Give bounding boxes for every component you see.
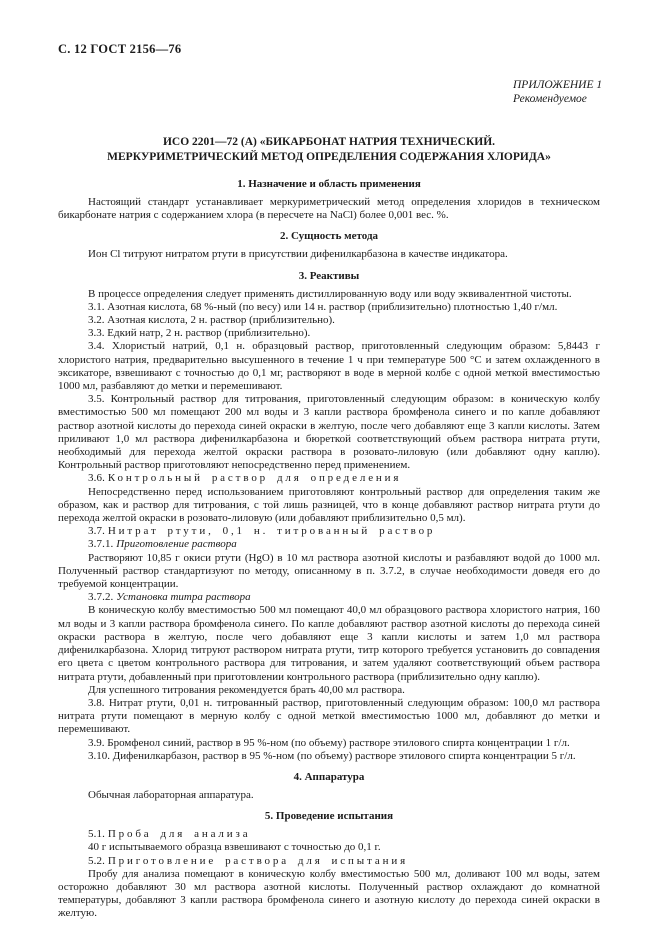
paragraph: 3.1. Азотная кислота, 68 %-ный (по весу) или 14 н. раствор (приблизительно) плотностью 1,40 г/мл. (88, 300, 558, 313)
document-title (58, 135, 600, 165)
paragraph: Для успешного титрования рекомендуется брать 40,00 мл раствора. (88, 683, 405, 696)
paragraph: Настоящий стандарт устанавливает меркуриметрический метод определения хлоридов в техническом бикарбонате натрия с содержанием хлора (в пересчете на NaCl) более 0,001 вес. %. (58, 196, 600, 222)
paragraph: Обычная лабораторная аппаратура. (88, 788, 254, 801)
clause-number: 3.7. (88, 525, 108, 538)
section-heading: 5. Проведение испытания (264, 810, 394, 823)
clause-heading-spaced (58, 828, 600, 841)
clause-title: Контрольный раствор для определения (107, 472, 402, 485)
clause-heading-spaced (58, 525, 600, 538)
paragraph: 3.4. Хлористый натрий, 0,1 н. образцовый раствор, приготовленный следующим образом: 5,8443 г хлористого натрия, предварительно высушенного в течение 1 ч при температуре 500 °С и затем охлажденного в эксикаторе, взвешивают с точностью до 0,1 мг, растворяют в воде в мерной колбе с одной меткой вместимостью 1000 мл, разбавляют до метки и перемешивают. (58, 340, 600, 393)
paragraph: Ион Cl титруют нитратом ртути в присутствии дифенилкарбазона в качестве индикатора. (88, 248, 508, 261)
document-title-line-2: МЕРКУРИМЕТРИЧЕСКИЙ МЕТОД ОПРЕДЕЛЕНИЯ СОДЕРЖАНИЯ ХЛОРИДА» (107, 151, 551, 163)
paragraph: 3.8. Нитрат ртути, 0,01 н. титрованный раствор, приготовленный следующим образом: 100,0 мл раствора нитрата ртути помещают в мерную колбу с одной меткой вместимостью 1000 мл, добавляют до метки и перемешивают. (58, 696, 600, 736)
clause-heading-italic (58, 591, 600, 604)
paragraph: В коническую колбу вместимостью 500 мл помещают 40,0 мл образцового раствора хлористого натрия, 160 мл воды и 3 капли раствора бромфенола синего. По капле добавляют раствор азотной кислоты до перехода синей окраски раствора в желтую, после чего добавляют еще 3 капли кислоты и затем 1,0 мл раствора дифенилкарбазона. Хлорид титруют раствором нитрата ртути, титр которого требуется установить до совпадения его цвета с цветом контрольного раствора для титрования, и затем удаляют соответствующий объем раствора нитрата ртути, добавленный при приготовлении контрольного раствора (приблизительно одну каплю). (58, 604, 600, 683)
clause-title: Установка титра раствора (116, 591, 251, 604)
clause-title: Приготовление раствора (116, 538, 237, 551)
paragraph: Пробу для анализа помещают в коническую колбу вместимостью 500 мл, доливают 100 мл воды, затем осторожно добавляют 30 мл раствора азотной кислоты. Полученный раствор охлаждают до комнатной температуры, добавляют 3 капли раствора бромфенола синего и азотную кислоту до перехода синей окраски в желтую. (58, 867, 600, 920)
paragraph: 3.10. Дифенилкарбазон, раствор в 95 %-ном (по объему) растворе этилового спирта концентрации 5 г/л. (88, 749, 576, 762)
paragraph: 3.2. Азотная кислота, 2 н. раствор (приблизительно). (88, 314, 335, 327)
paragraph: 3.3. Едкий натр, 2 н. раствор (приблизительно). (88, 327, 311, 340)
clause-heading-spaced (58, 855, 600, 868)
section-heading: 4. Аппаратура (293, 770, 365, 783)
paragraph: 40 г испытываемого образца взвешивают с точностью до 0,1 г. (88, 841, 381, 854)
clause-number: 3.6. (88, 472, 108, 485)
section-heading: 2. Сущность метода (279, 230, 379, 243)
page-header: С. 12 ГОСТ 2156—76 (58, 42, 182, 56)
annex-sublabel: Рекомендуемое (513, 93, 587, 105)
clause-title: Проба для анализа (107, 828, 251, 841)
paragraph: Непосредственно перед использованием приготовляют контрольный раствор для определения таким же образом, как и раствор для титрования, с той лишь разницей, что в конце добавляют раствор нитрата ртути до перехода желтой окраски в розовато-лиловую (или добавляют приблизительно 0,5 мл). (58, 485, 600, 525)
paragraph: 3.5. Контрольный раствор для титрования, приготовленный следующим образом: в коническую колбу вместимостью 500 мл помещают 200 мл воды и 3 капли раствора бромфенола синего и по капле добавляют раствор азотной кислоты до перехода синей окраски в желтую, после чего добавляют еще 3 капли кислоты. Затем приливают 1,0 мл раствора дифенилкарбазона и бюреткой соответствующий объем раствора нитрата ртути, необходимый для перехода желтой окраски раствора в розовато-лиловую (или добавляют одну каплю). Контрольный раствор приготовляют непосредственно перед применением. (58, 393, 600, 472)
paragraph: 3.9. Бромфенол синий, раствор в 95 %-ном (по объему) растворе этилового спирта концентрации 1 г/л. (88, 736, 570, 749)
paragraph: В процессе определения следует применять дистиллированную воду или воду эквивалентной чистоты. (88, 287, 572, 300)
document-content (58, 177, 600, 921)
clause-number: 5.2. (88, 854, 108, 867)
annex-block (513, 78, 603, 106)
clause-heading-italic (58, 538, 600, 551)
section-heading: 1. Назначение и область применения (237, 178, 421, 190)
clause-heading-spaced (58, 472, 600, 485)
document-title-line-1: ИСО 2201—72 (А) «БИКАРБОНАТ НАТРИЯ ТЕХНИЧЕСКИЙ. (162, 136, 496, 148)
clause-number: 5.1. (88, 828, 108, 841)
clause-number: 3.7.1. (88, 538, 117, 551)
annex-label: ПРИЛОЖЕНИЕ 1 (513, 79, 603, 91)
clause-title: Приготовление раствора для испытания (107, 854, 409, 867)
clause-number: 3.7.2. (88, 591, 117, 604)
clause-title: Нитрат ртути, 0,1 н. титрованный раствор (107, 525, 436, 538)
paragraph: Растворяют 10,85 г окиси ртути (HgO) в 10 мл раствора азотной кислоты и разбавляют водой до 1000 мл. Полученный раствор стандартизуют по методу, описанному в п. 3.7.2, в случае необходимости доведя его до требуемой концентрации. (58, 551, 600, 591)
section-heading: 3. Реактивы (298, 269, 360, 282)
